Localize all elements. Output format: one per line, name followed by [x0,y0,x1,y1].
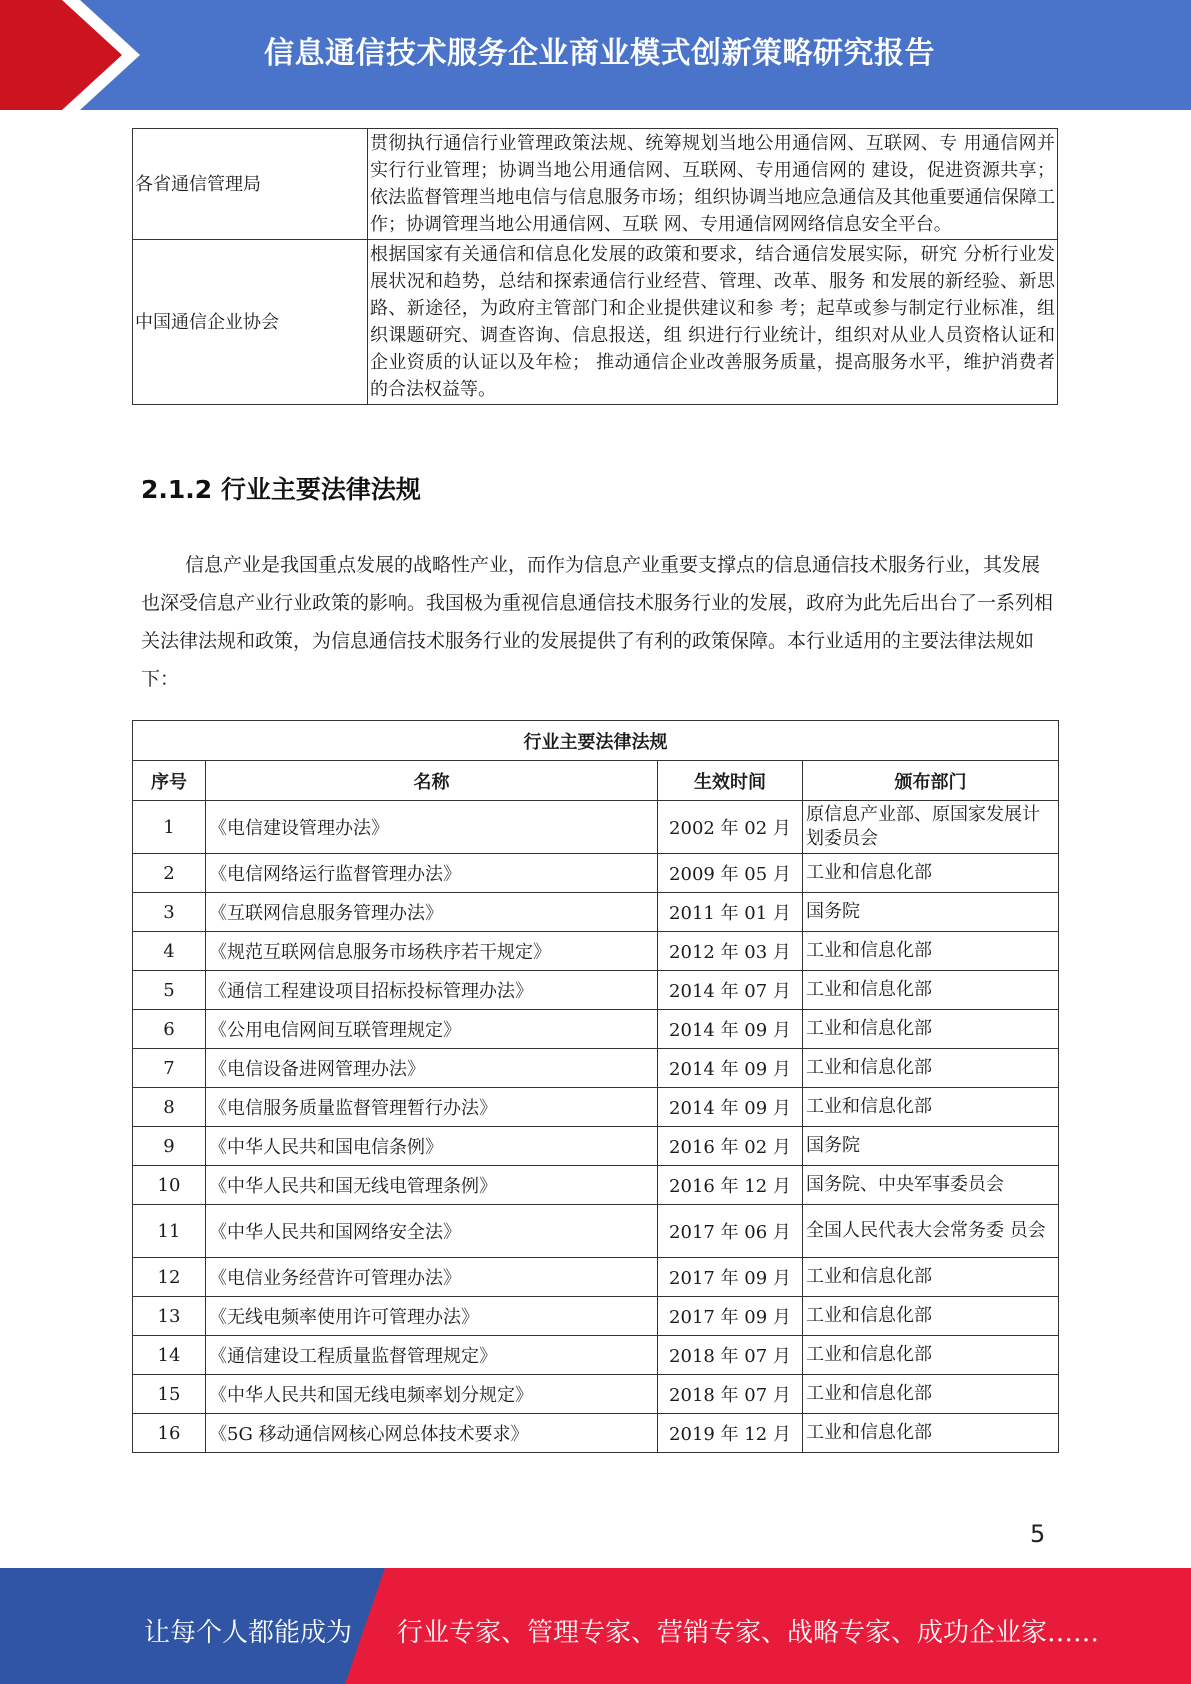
row-number: 12 [133,1258,206,1297]
page-footer [0,1568,1191,1684]
laws-table-header-row [133,761,1059,801]
header-date: 生效时间 [658,761,803,801]
row-number: 10 [133,1166,206,1205]
issuing-department: 工业和信息化部 [803,932,1059,971]
header-chevron-decoration [0,0,160,110]
law-name: 《互联网信息服务管理办法》 [206,893,658,932]
table-row [133,1010,1059,1049]
agency-description: 根据国家有关通信和信息化发展的政策和要求，结合通信发展实际，研究 分析行业发展状况和趋势，总结和探索通信行业经营、管理、改革、服务 和发展的新经验、新思路、新途径，为政府主管部门和企业提供建议和参 考；起草或参与制定行业标准，组织课题研究、调查咨询、信息报送，组 织进行行业统计，组织对从业人员资格认证和企业资质的认证以及年检； 推动通信企业改善服务质量，提高服务水平，维护消费者的合法权益等。 [368,240,1058,405]
agency-name: 各省通信管理局 [133,129,368,240]
law-name: 《中华人民共和国网络安全法》 [206,1205,658,1258]
effective-date: 2016 年 02 月 [658,1127,803,1166]
row-number: 11 [133,1205,206,1258]
issuing-department: 工业和信息化部 [803,1010,1059,1049]
table-row [133,1297,1059,1336]
issuing-department: 工业和信息化部 [803,1375,1059,1414]
table-row [133,1414,1059,1453]
effective-date: 2014 年 07 月 [658,971,803,1010]
effective-date: 2012 年 03 月 [658,932,803,971]
effective-date: 2011 年 01 月 [658,893,803,932]
law-name: 《通信建设工程质量监督管理规定》 [206,1336,658,1375]
row-number: 6 [133,1010,206,1049]
row-number: 8 [133,1088,206,1127]
row-number: 5 [133,971,206,1010]
table-row [133,1166,1059,1205]
header-name: 名称 [206,761,658,801]
issuing-department: 全国人民代表大会常务委 员会 [803,1205,1059,1258]
table-row [133,971,1059,1010]
issuing-department: 工业和信息化部 [803,1297,1059,1336]
issuing-department: 工业和信息化部 [803,971,1059,1010]
page-number: 5 [1030,1520,1046,1548]
row-number: 15 [133,1375,206,1414]
report-title: 信息通信技术服务企业商业模式创新策略研究报告 [264,36,935,71]
footer-slogan-left: 让每个人都能成为 [144,1618,353,1648]
effective-date: 2019 年 12 月 [658,1414,803,1453]
issuing-department: 工业和信息化部 [803,1049,1059,1088]
row-number: 9 [133,1127,206,1166]
section-heading: 2.1.2 行业主要法律法规 [141,475,421,504]
issuing-department: 国务院、中央军事委员会 [803,1166,1059,1205]
table-row [133,1375,1059,1414]
row-number: 16 [133,1414,206,1453]
table-row [133,1127,1059,1166]
row-number: 2 [133,854,206,893]
effective-date: 2018 年 07 月 [658,1375,803,1414]
table-row [133,801,1059,854]
table-row [133,854,1059,893]
row-number: 7 [133,1049,206,1088]
law-name: 《5G 移动通信网核心网总体技术要求》 [206,1414,658,1453]
law-name: 《规范互联网信息服务市场秩序若干规定》 [206,932,658,971]
agency-row [133,129,1058,240]
laws-table-caption: 行业主要法律法规 [133,721,1059,761]
issuing-department: 工业和信息化部 [803,854,1059,893]
row-number: 1 [133,801,206,854]
issuing-department: 工业和信息化部 [803,1258,1059,1297]
issuing-department: 工业和信息化部 [803,1088,1059,1127]
row-number: 13 [133,1297,206,1336]
effective-date: 2016 年 12 月 [658,1166,803,1205]
law-name: 《电信业务经营许可管理办法》 [206,1258,658,1297]
laws-table [132,720,1059,1453]
agency-name: 中国通信企业协会 [133,240,368,405]
page-header [0,0,1191,110]
agency-description: 贯彻执行通信行业管理政策法规、统筹规划当地公用通信网、互联网、专 用通信网并实行行业管理；协调当地公用通信网、互联网、专用通信网的 建设，促进资源共享；依法监督管理当地电信与信息服务市场；组织协调当地应急通信及其他重要通信保障工作；协调管理当地公用通信网、互联 网、专用通信网网络信息安全平台。 [368,129,1058,240]
effective-date: 2002 年 02 月 [658,801,803,854]
effective-date: 2017 年 06 月 [658,1205,803,1258]
table-row [133,932,1059,971]
effective-date: 2017 年 09 月 [658,1297,803,1336]
law-name: 《公用电信网间互联管理规定》 [206,1010,658,1049]
header-no: 序号 [133,761,206,801]
law-name: 《电信网络运行监督管理办法》 [206,854,658,893]
effective-date: 2018 年 07 月 [658,1336,803,1375]
laws-table-caption-row [133,721,1059,761]
law-name: 《电信设备进网管理办法》 [206,1049,658,1088]
law-name: 《电信服务质量监督管理暂行办法》 [206,1088,658,1127]
agency-table [132,128,1058,405]
effective-date: 2009 年 05 月 [658,854,803,893]
table-row [133,1049,1059,1088]
effective-date: 2014 年 09 月 [658,1088,803,1127]
law-name: 《中华人民共和国无线电管理条例》 [206,1166,658,1205]
row-number: 3 [133,893,206,932]
row-number: 4 [133,932,206,971]
effective-date: 2014 年 09 月 [658,1010,803,1049]
table-row [133,893,1059,932]
law-name: 《无线电频率使用许可管理办法》 [206,1297,658,1336]
table-row [133,1336,1059,1375]
intro-paragraph: 信息产业是我国重点发展的战略性产业，而作为信息产业重要支撑点的信息通信技术服务行业，其发展也深受信息产业行业政策的影响。我国极为重视信息通信技术服务行业的发展，政府为此先后出台了一系列相关法律法规和政策，为信息通信技术服务行业的发展提供了有利的政策保障。本行业适用的主要法律法规如下： [141,554,1054,690]
issuing-department: 工业和信息化部 [803,1414,1059,1453]
issuing-department: 国务院 [803,1127,1059,1166]
header-dept: 颁布部门 [803,761,1059,801]
issuing-department: 原信息产业部、原国家发展计划委员会 [803,801,1059,854]
agency-row [133,240,1058,405]
table-row [133,1205,1059,1258]
row-number: 14 [133,1336,206,1375]
issuing-department: 工业和信息化部 [803,1336,1059,1375]
table-row [133,1258,1059,1297]
law-name: 《通信工程建设项目招标投标管理办法》 [206,971,658,1010]
issuing-department: 国务院 [803,893,1059,932]
footer-slogan-right: 行业专家、管理专家、营销专家、战略专家、成功企业家…… [397,1618,1100,1648]
law-name: 《电信建设管理办法》 [206,801,658,854]
law-name: 《中华人民共和国电信条例》 [206,1127,658,1166]
table-row [133,1088,1059,1127]
effective-date: 2017 年 09 月 [658,1258,803,1297]
law-name: 《中华人民共和国无线电频率划分规定》 [206,1375,658,1414]
effective-date: 2014 年 09 月 [658,1049,803,1088]
